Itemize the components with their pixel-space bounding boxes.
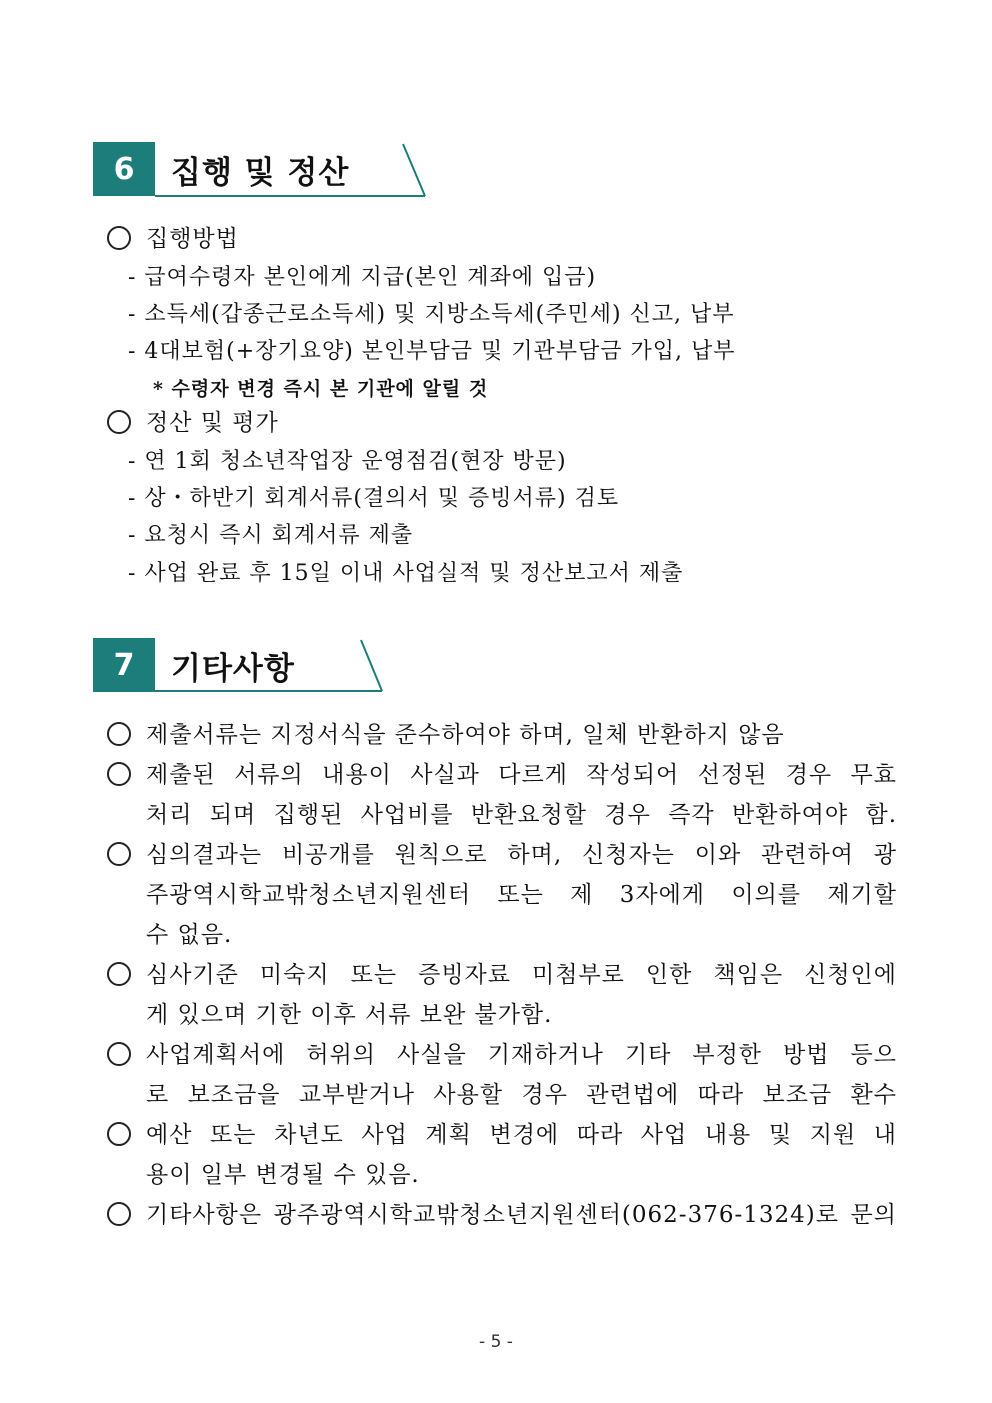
section-7-header: [93, 638, 393, 692]
note: * 수령자 변경 즉시 본 기관에 알릴 것: [153, 378, 489, 400]
circle-bullet-icon: [107, 410, 131, 434]
list-item: - 상・하반기 회계서류(결의서 및 증빙서류) 검토: [128, 486, 620, 511]
section-7-number: 7: [93, 638, 155, 692]
list-item: - 4대보험(+장기요양) 본인부담금 및 기관부담금 가입, 납부: [128, 339, 736, 364]
circle-bullet-icon: [107, 1122, 131, 1146]
section-6-header: [93, 142, 433, 196]
circle-bullet-icon: [107, 1042, 131, 1066]
circle-bullet-icon: [107, 762, 131, 786]
list-item: - 사업 완료 후 15일 이내 사업실적 및 정산보고서 제출: [128, 561, 684, 586]
list-item: - 요청시 즉시 회계서류 제출: [128, 523, 414, 548]
circle-bullet-icon: [107, 722, 131, 746]
section-7-title: 기타사항: [171, 650, 295, 687]
section-6-title: 집행 및 정산: [171, 154, 350, 191]
list-item: - 급여수령자 본인에게 지급(본인 계좌에 입금): [128, 265, 597, 290]
circle-bullet-icon: [107, 226, 131, 250]
section-6-number: 6: [93, 142, 155, 196]
circle-bullet-icon: [107, 1202, 131, 1226]
page-number: - 5 -: [479, 1332, 513, 1352]
list-item: - 연 1회 청소년작업장 운영점검(현장 방문): [128, 449, 567, 474]
circle-bullet-icon: [107, 842, 131, 866]
circle-bullet-icon: [107, 962, 131, 986]
list-item: - 소득세(갑종근로소득세) 및 지방소득세(주민세) 신고, 납부: [128, 302, 735, 327]
